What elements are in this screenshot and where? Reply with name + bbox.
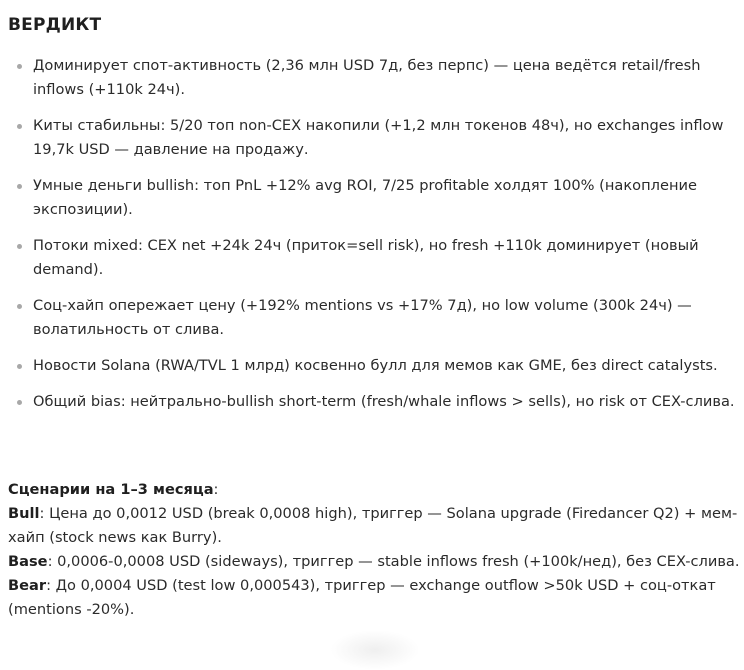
- bullet-text: Киты стабильны: 5/20 топ non-CEX накопили (+1,2 млн токенов 48ч), но exchanges inflow 19,7k USD — давление на продажу.: [33, 117, 724, 158]
- scenarios-title-colon: :: [213, 481, 219, 498]
- verdict-heading: ВЕРДИКТ: [8, 15, 102, 35]
- scenario-label: Base: [8, 553, 48, 570]
- scenario-base: [8, 550, 740, 574]
- bullet-dot-icon: [17, 304, 22, 309]
- bullet-dot-icon: [17, 364, 22, 369]
- bullet-text: Общий bias: нейтрально-bullish short-term (fresh/whale inflows > sells), но risk от CEX-слива.: [33, 393, 735, 410]
- bullet-text: Умные деньги bullish: топ PnL +12% avg ROI, 7/25 profitable холдят 100% (накопление экспозиции).: [33, 177, 697, 218]
- verdict-bullet-smart-money: [0, 174, 744, 222]
- bullet-text: Соц-хайп опережает цену (+192% mentions vs +17% 7д), но low volume (300k 24ч) — волатильность от слива.: [33, 297, 692, 338]
- bullet-text: Новости Solana (RWA/TVL 1 млрд) косвенно булл для мемов как GME, без direct catalysts.: [33, 357, 718, 374]
- bullet-text: Доминирует спот-активность (2,36 млн USD 7д, без перпс) — цена ведётся retail/fresh inflows (+110k 24ч).: [33, 57, 701, 98]
- scenarios-title: [8, 478, 740, 502]
- scenario-text: : Цена до 0,0012 USD (break 0,0008 high), триггер — Solana upgrade (Firedancer Q2) + мем-хайп (stock news как Burry).: [8, 505, 738, 546]
- verdict-bullet-whales: [0, 114, 744, 162]
- scenarios-title-text: Сценарии на 1–3 месяца: [8, 481, 214, 498]
- bullet-text: Потоки mixed: CEX net +24k 24ч (приток=sell risk), но fresh +110k доминирует (новый demand).: [33, 237, 699, 278]
- scenario-text: : 0,0006-0,0008 USD (sideways), триггер — stable inflows fresh (+100k/нед), без CEX-слива.: [47, 553, 740, 570]
- scenario-bear: [8, 574, 740, 622]
- scenario-label: Bull: [8, 505, 40, 522]
- bullet-dot-icon: [17, 244, 22, 249]
- verdict-bullet-spot: [0, 54, 744, 102]
- bullet-dot-icon: [17, 64, 22, 69]
- verdict-bullet-social-hype: [0, 294, 744, 342]
- scenario-text: : До 0,0004 USD (test low 0,000543), триггер — exchange outflow >50k USD + соц-откат (mentions -20%).: [8, 577, 716, 618]
- scenario-bull: [8, 502, 740, 550]
- bottom-fade-decoration: [330, 630, 420, 670]
- bullet-dot-icon: [17, 400, 22, 405]
- bullet-dot-icon: [17, 124, 22, 129]
- verdict-bullet-flows: [0, 234, 744, 282]
- verdict-bullet-solana-news: [0, 354, 744, 378]
- verdict-bullet-overall-bias: [0, 390, 744, 414]
- scenario-label: Bear: [8, 577, 47, 594]
- verdict-bullet-list: [0, 54, 744, 426]
- bullet-dot-icon: [17, 184, 22, 189]
- scenarios-section: [8, 478, 740, 622]
